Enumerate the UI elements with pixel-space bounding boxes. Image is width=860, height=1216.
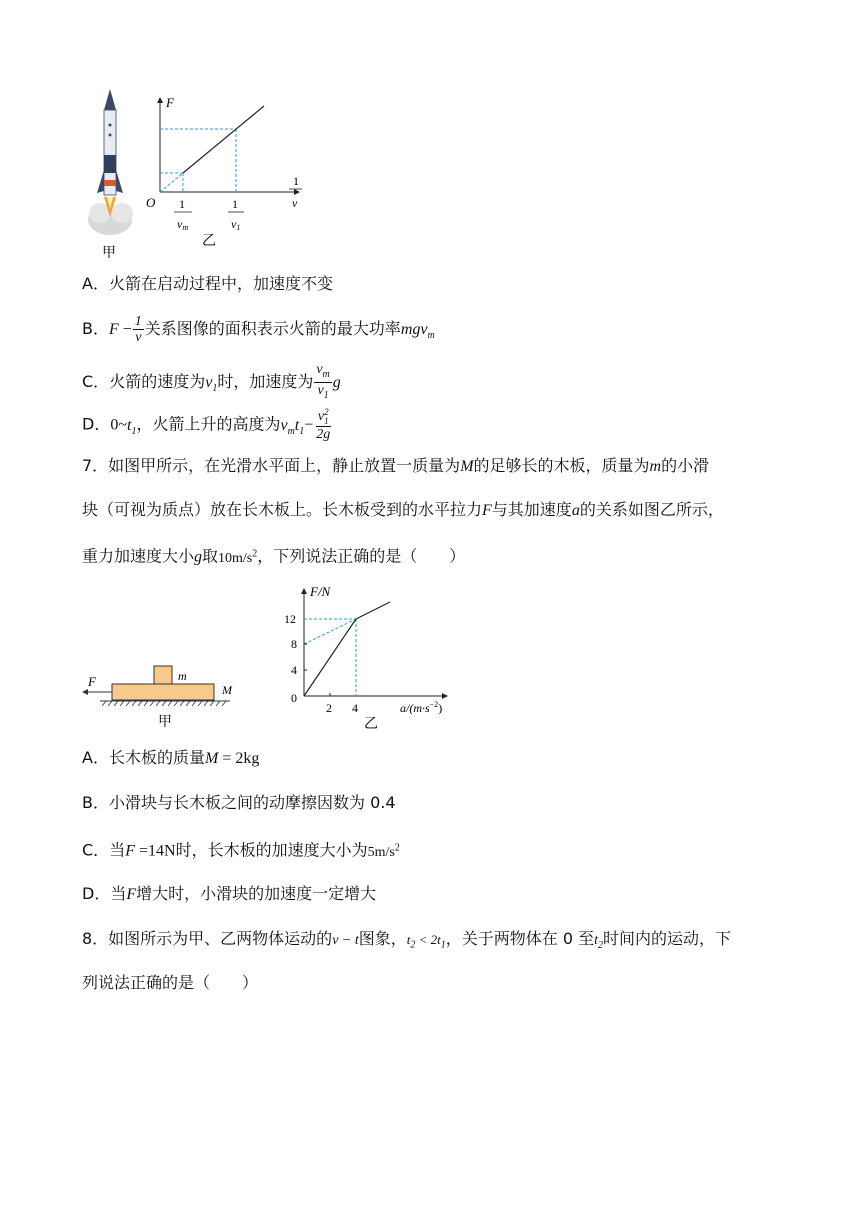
expr-main: v bbox=[205, 373, 213, 391]
option-text: ，火箭上升的高度为 bbox=[136, 414, 281, 434]
figure-block-graph bbox=[78, 578, 478, 738]
tick2-num: 1 bbox=[232, 197, 238, 211]
var-a: a bbox=[571, 502, 580, 519]
fraction-den: 2g bbox=[316, 427, 331, 442]
option-text: 当 bbox=[110, 884, 127, 903]
q7-text: 7．如图甲所示，在光滑水平面上，静止放置一质量为 bbox=[82, 456, 461, 475]
x-axis-text: a/(m·s bbox=[400, 701, 430, 715]
graph-y-label: F bbox=[166, 95, 174, 110]
q7-line-1 bbox=[82, 454, 709, 479]
expr-sub: 1 bbox=[212, 382, 218, 394]
tick1-sub: m bbox=[182, 223, 189, 232]
option-label: C． bbox=[82, 840, 110, 860]
option-text: 小滑块与长木板之间的动摩擦因数为 0.4 bbox=[108, 793, 396, 812]
q8-text: ，关于两物体在 0 至 bbox=[445, 929, 595, 948]
q6-option-d bbox=[82, 408, 333, 444]
expr-sub: 1 bbox=[323, 389, 329, 401]
x-tick-2: 2 bbox=[326, 701, 332, 715]
option-text: 火箭在启动过程中，加速度不变 bbox=[108, 274, 333, 293]
y-tick-4: 4 bbox=[291, 663, 297, 677]
q6-option-a bbox=[82, 272, 333, 296]
var-m: m bbox=[649, 458, 662, 475]
rocket-illustration bbox=[88, 89, 133, 235]
expr-main: v bbox=[317, 409, 325, 425]
graph-x-label-num: 1 bbox=[293, 174, 299, 188]
q7-option-b bbox=[82, 791, 396, 815]
option-label: D． bbox=[82, 414, 111, 434]
option-label: D． bbox=[82, 884, 111, 903]
option-text: 关系图像的面积表示火箭的最大功率 bbox=[144, 319, 401, 338]
g-value-main: 10m/s bbox=[218, 550, 253, 566]
y-tick-12: 12 bbox=[284, 612, 296, 626]
q6-option-c bbox=[82, 362, 341, 403]
y-tick-0: 0 bbox=[291, 691, 297, 705]
tick2-den: v bbox=[231, 217, 237, 231]
x-tick-4: 4 bbox=[352, 701, 358, 715]
option-label: A． bbox=[82, 274, 109, 293]
option-text: 增大时，小滑块的加速度一定增大 bbox=[136, 884, 377, 903]
fraction-num: 1 bbox=[134, 314, 142, 329]
q8-line-2 bbox=[82, 971, 258, 995]
expr-sup-sub bbox=[324, 408, 329, 426]
q7-option-c bbox=[82, 836, 400, 865]
expr-minus: − bbox=[118, 321, 132, 338]
tick1-num: 1 bbox=[179, 197, 185, 211]
expr-main: t bbox=[294, 416, 300, 434]
expr-main: t bbox=[594, 933, 599, 948]
option-text: 时，长木板的加速度大小为 bbox=[175, 840, 368, 860]
option-label: C． bbox=[82, 371, 110, 391]
expr-sub: 1 bbox=[131, 425, 137, 437]
expr-sub: m bbox=[427, 330, 435, 342]
g-value-exp: 2 bbox=[252, 548, 258, 559]
expr-g: g bbox=[332, 373, 341, 391]
expr-t2 bbox=[594, 933, 604, 951]
expr-sub: 1 bbox=[299, 425, 305, 437]
expr-F: F bbox=[126, 886, 137, 903]
expr-sub: 1 bbox=[440, 939, 446, 951]
expr-F: F bbox=[125, 842, 135, 860]
expr-main: 5m/s bbox=[367, 844, 395, 860]
q8-text: 图象， bbox=[358, 929, 407, 948]
svg-text:v1 bbox=[231, 217, 240, 232]
svg-text:vm bbox=[177, 217, 188, 232]
var-g: g bbox=[194, 548, 203, 566]
option-label: B． bbox=[82, 793, 109, 812]
expr-value: = 2kg bbox=[218, 750, 260, 767]
expr-sub: 1 bbox=[324, 416, 329, 426]
option-text: 时，加速度为 bbox=[217, 371, 314, 391]
expr-minus: − bbox=[304, 416, 314, 434]
option-text: 当 bbox=[109, 840, 126, 860]
option-label: A． bbox=[82, 748, 109, 767]
var-F: F bbox=[482, 502, 492, 519]
expr-main: v bbox=[317, 382, 324, 398]
expr-main: t bbox=[406, 932, 411, 947]
graph-origin: O bbox=[146, 195, 156, 210]
block-label-M: M bbox=[222, 683, 232, 697]
fraction-den: v bbox=[135, 330, 142, 345]
q7-text: 取 bbox=[202, 546, 219, 566]
q8-text: 时间内的运动，下 bbox=[603, 929, 732, 948]
fa-graph-y-label bbox=[309, 584, 332, 599]
option-label: B． bbox=[82, 319, 109, 338]
x-axis-exp: −2 bbox=[429, 700, 439, 709]
q7-text: 的关系如图乙所示， bbox=[579, 500, 724, 519]
f-a-graph bbox=[301, 588, 448, 699]
tick2-sub: 1 bbox=[236, 223, 241, 232]
q7-text: 与其加速度 bbox=[491, 500, 572, 519]
fraction bbox=[133, 314, 144, 345]
g-value bbox=[218, 548, 258, 566]
block-label-m: m bbox=[178, 669, 187, 683]
q8-line-1 bbox=[82, 927, 731, 958]
fraction bbox=[314, 408, 332, 442]
q7-text: 重力加速度大小 bbox=[82, 546, 195, 566]
expr-cond bbox=[406, 932, 446, 951]
expr-v1 bbox=[205, 373, 218, 394]
q7-option-a bbox=[82, 746, 259, 771]
figure-rocket-graph bbox=[80, 85, 310, 265]
q7-line-3 bbox=[82, 542, 465, 571]
tick1-den: v bbox=[177, 217, 183, 231]
x-axis-close: ) bbox=[438, 701, 443, 715]
graph-caption: 乙 bbox=[364, 716, 378, 732]
expr-sub: m bbox=[322, 368, 330, 380]
expr-f: F bbox=[108, 321, 119, 338]
f-inverse-v-graph bbox=[157, 97, 300, 195]
q7-option-d bbox=[82, 882, 376, 907]
fa-graph-x-label bbox=[400, 700, 442, 715]
q6-option-b bbox=[82, 314, 435, 348]
expr-value: =14N bbox=[134, 842, 176, 860]
expr-vmt1 bbox=[280, 416, 305, 437]
expr-acc bbox=[367, 842, 400, 860]
expr-M: M bbox=[204, 750, 219, 767]
expr-sub: 2 bbox=[410, 939, 416, 951]
fraction-num bbox=[314, 362, 331, 383]
q7-text: 的足够长的木板，质量为 bbox=[473, 456, 650, 475]
fraction bbox=[314, 362, 331, 403]
option-text: 火箭的速度为 bbox=[109, 371, 206, 391]
block-diagram bbox=[82, 666, 230, 706]
expr-main: < 2t bbox=[415, 932, 441, 947]
expr-range: 0~ bbox=[110, 416, 127, 434]
y-tick-8: 8 bbox=[291, 637, 297, 651]
q7-text: ，下列说法正确的是（ ） bbox=[257, 546, 466, 566]
q7-text: 的小滑 bbox=[661, 456, 710, 475]
block-caption: 甲 bbox=[158, 714, 172, 730]
expr-sub: 2 bbox=[598, 939, 604, 951]
fraction-num bbox=[316, 408, 331, 427]
expr-sup: 2 bbox=[324, 407, 329, 417]
fraction-den bbox=[315, 383, 330, 403]
rocket-caption: 甲 bbox=[102, 245, 116, 261]
expr-main: t bbox=[126, 416, 132, 434]
expr-power bbox=[400, 321, 435, 342]
expr-vt: v − t bbox=[332, 933, 359, 948]
graph-caption: 乙 bbox=[202, 233, 216, 249]
block-label-F: F bbox=[88, 674, 96, 689]
expr-sub: m bbox=[287, 425, 295, 437]
expr-main: mgv bbox=[400, 321, 428, 338]
option-text: 长木板的质量 bbox=[108, 748, 205, 767]
q8-text: 列说法正确的是（ ） bbox=[82, 973, 259, 992]
q7-text: 块（可视为质点）放在长木板上。长木板受到的水平拉力 bbox=[82, 500, 483, 519]
graph-x-label-den: v bbox=[292, 196, 298, 210]
expr-exp: 2 bbox=[394, 842, 400, 853]
expr-main: v bbox=[280, 416, 288, 434]
q8-text: 8．如图所示为甲、乙两物体运动的 bbox=[82, 929, 333, 948]
q7-line-2 bbox=[82, 498, 724, 523]
var-M: M bbox=[460, 458, 474, 475]
expr-main: v bbox=[316, 362, 323, 377]
y-axis-text: F/N bbox=[310, 584, 331, 599]
